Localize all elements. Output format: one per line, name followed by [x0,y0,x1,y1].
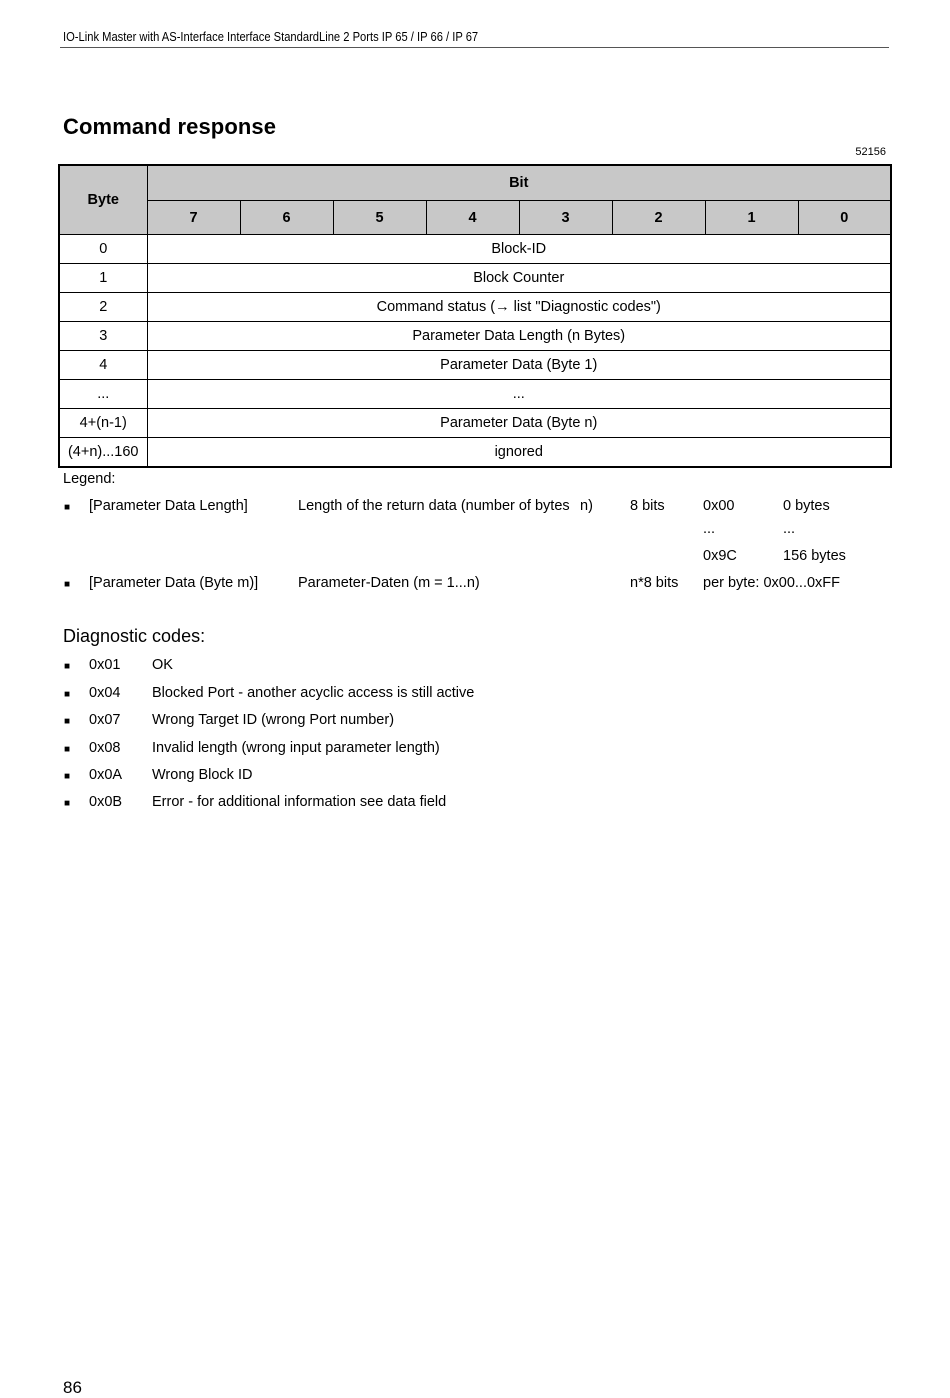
table-row [59,380,891,409]
bullet-icon: ■ [64,771,71,782]
bit-header-5: 5 [333,201,426,235]
diagnostic-codes-title: Diagnostic codes: [63,626,206,646]
byte-cell: 4+(n-1) [59,409,147,438]
legend-item-name: [Parameter Data (Byte m)] [89,575,259,591]
bit-header-3: 3 [519,201,612,235]
bullet-icon: ■ [64,716,71,727]
diagnostic-text: Blocked Port - another acyclic access is still active [152,685,475,701]
bullet-icon: ■ [64,579,71,590]
legend-value-code: 0x00 [703,498,735,514]
table-row [59,409,891,438]
table-row [59,264,891,293]
table-row [59,322,891,351]
content-cell: ignored [147,438,891,468]
section-title: Command response [63,114,277,139]
legend-value-meaning: ... [783,521,796,537]
diagnostic-code: 0x01 [89,657,121,673]
table-row [59,438,891,468]
content-cell: Parameter Data (Byte 1) [147,351,891,380]
legend-item-size: n*8 bits [630,575,679,591]
bit-header-0: 0 [798,201,891,235]
legend-value-code: ... [703,521,716,537]
table-header-row [59,165,891,201]
legend-value-meaning: 0 bytes [783,498,830,514]
legend-item-name: [Parameter Data Length] [89,498,248,514]
diagnostic-text: OK [152,657,173,673]
byte-cell: ... [59,380,147,409]
table-row [59,235,891,264]
bit-header-4: 4 [426,201,519,235]
bit-header-1: 1 [705,201,798,235]
content-cell: Block Counter [147,264,891,293]
page-number: 86 [63,1378,82,1397]
bullet-icon: ■ [64,798,71,809]
diagnostic-code: 0x08 [89,740,121,756]
byte-cell: 3 [59,322,147,351]
diagnostic-code: 0x0A [89,767,123,783]
byte-cell: 0 [59,235,147,264]
bit-header-2: 2 [612,201,705,235]
content-cell: Parameter Data (Byte n) [147,409,891,438]
bit-number-row [59,201,891,235]
diagnostic-text: Wrong Target ID (wrong Port number) [152,712,395,728]
legend-item-variable: n) [580,498,593,514]
bit-header-6: 6 [240,201,333,235]
byte-cell: 1 [59,264,147,293]
byte-cell: 4 [59,351,147,380]
content-cell: Command status (→ list "Diagnostic codes") [147,293,891,322]
bullet-icon: ■ [64,502,71,513]
legend-item-description: Parameter-Daten (m = 1...n) [298,575,480,591]
diagnostic-code: 0x07 [89,712,121,728]
content-cell: Parameter Data Length (n Bytes) [147,322,891,351]
byte-cell: 2 [59,293,147,322]
table-row [59,293,891,322]
document-id: 52156 [855,146,886,158]
bullet-icon: ■ [64,744,71,755]
legend-item-range: per byte: 0x00...0xFF [703,575,841,591]
bit-column-header: Bit [147,165,891,201]
diagnostic-code: 0x04 [89,685,121,701]
content-cell: Block-ID [147,235,891,264]
header-divider [60,47,889,48]
legend-item-size: 8 bits [630,498,665,514]
legend-label: Legend: [63,471,116,487]
legend-value-meaning: 156 bytes [783,548,846,564]
diagnostic-text: Error - for additional information see data field [152,794,447,810]
byte-column-header: Byte [59,165,147,235]
diagnostic-code: 0x0B [89,794,123,810]
content-cell: ... [147,380,891,409]
diagnostic-text: Wrong Block ID [152,767,253,783]
bullet-icon: ■ [64,661,71,672]
diagnostic-text: Invalid length (wrong input parameter length) [152,740,440,756]
command-response-table [58,164,892,468]
table-row [59,351,891,380]
running-header: IO-Link Master with AS-Interface Interface StandardLine 2 Ports IP 65 / IP 66 / IP 67 [63,29,479,44]
bullet-icon: ■ [64,689,71,700]
legend-item-description: Length of the return data (number of bytes [298,498,570,514]
bit-header-7: 7 [147,201,240,235]
byte-cell: (4+n)...160 [59,438,147,468]
legend-value-code: 0x9C [703,548,737,564]
